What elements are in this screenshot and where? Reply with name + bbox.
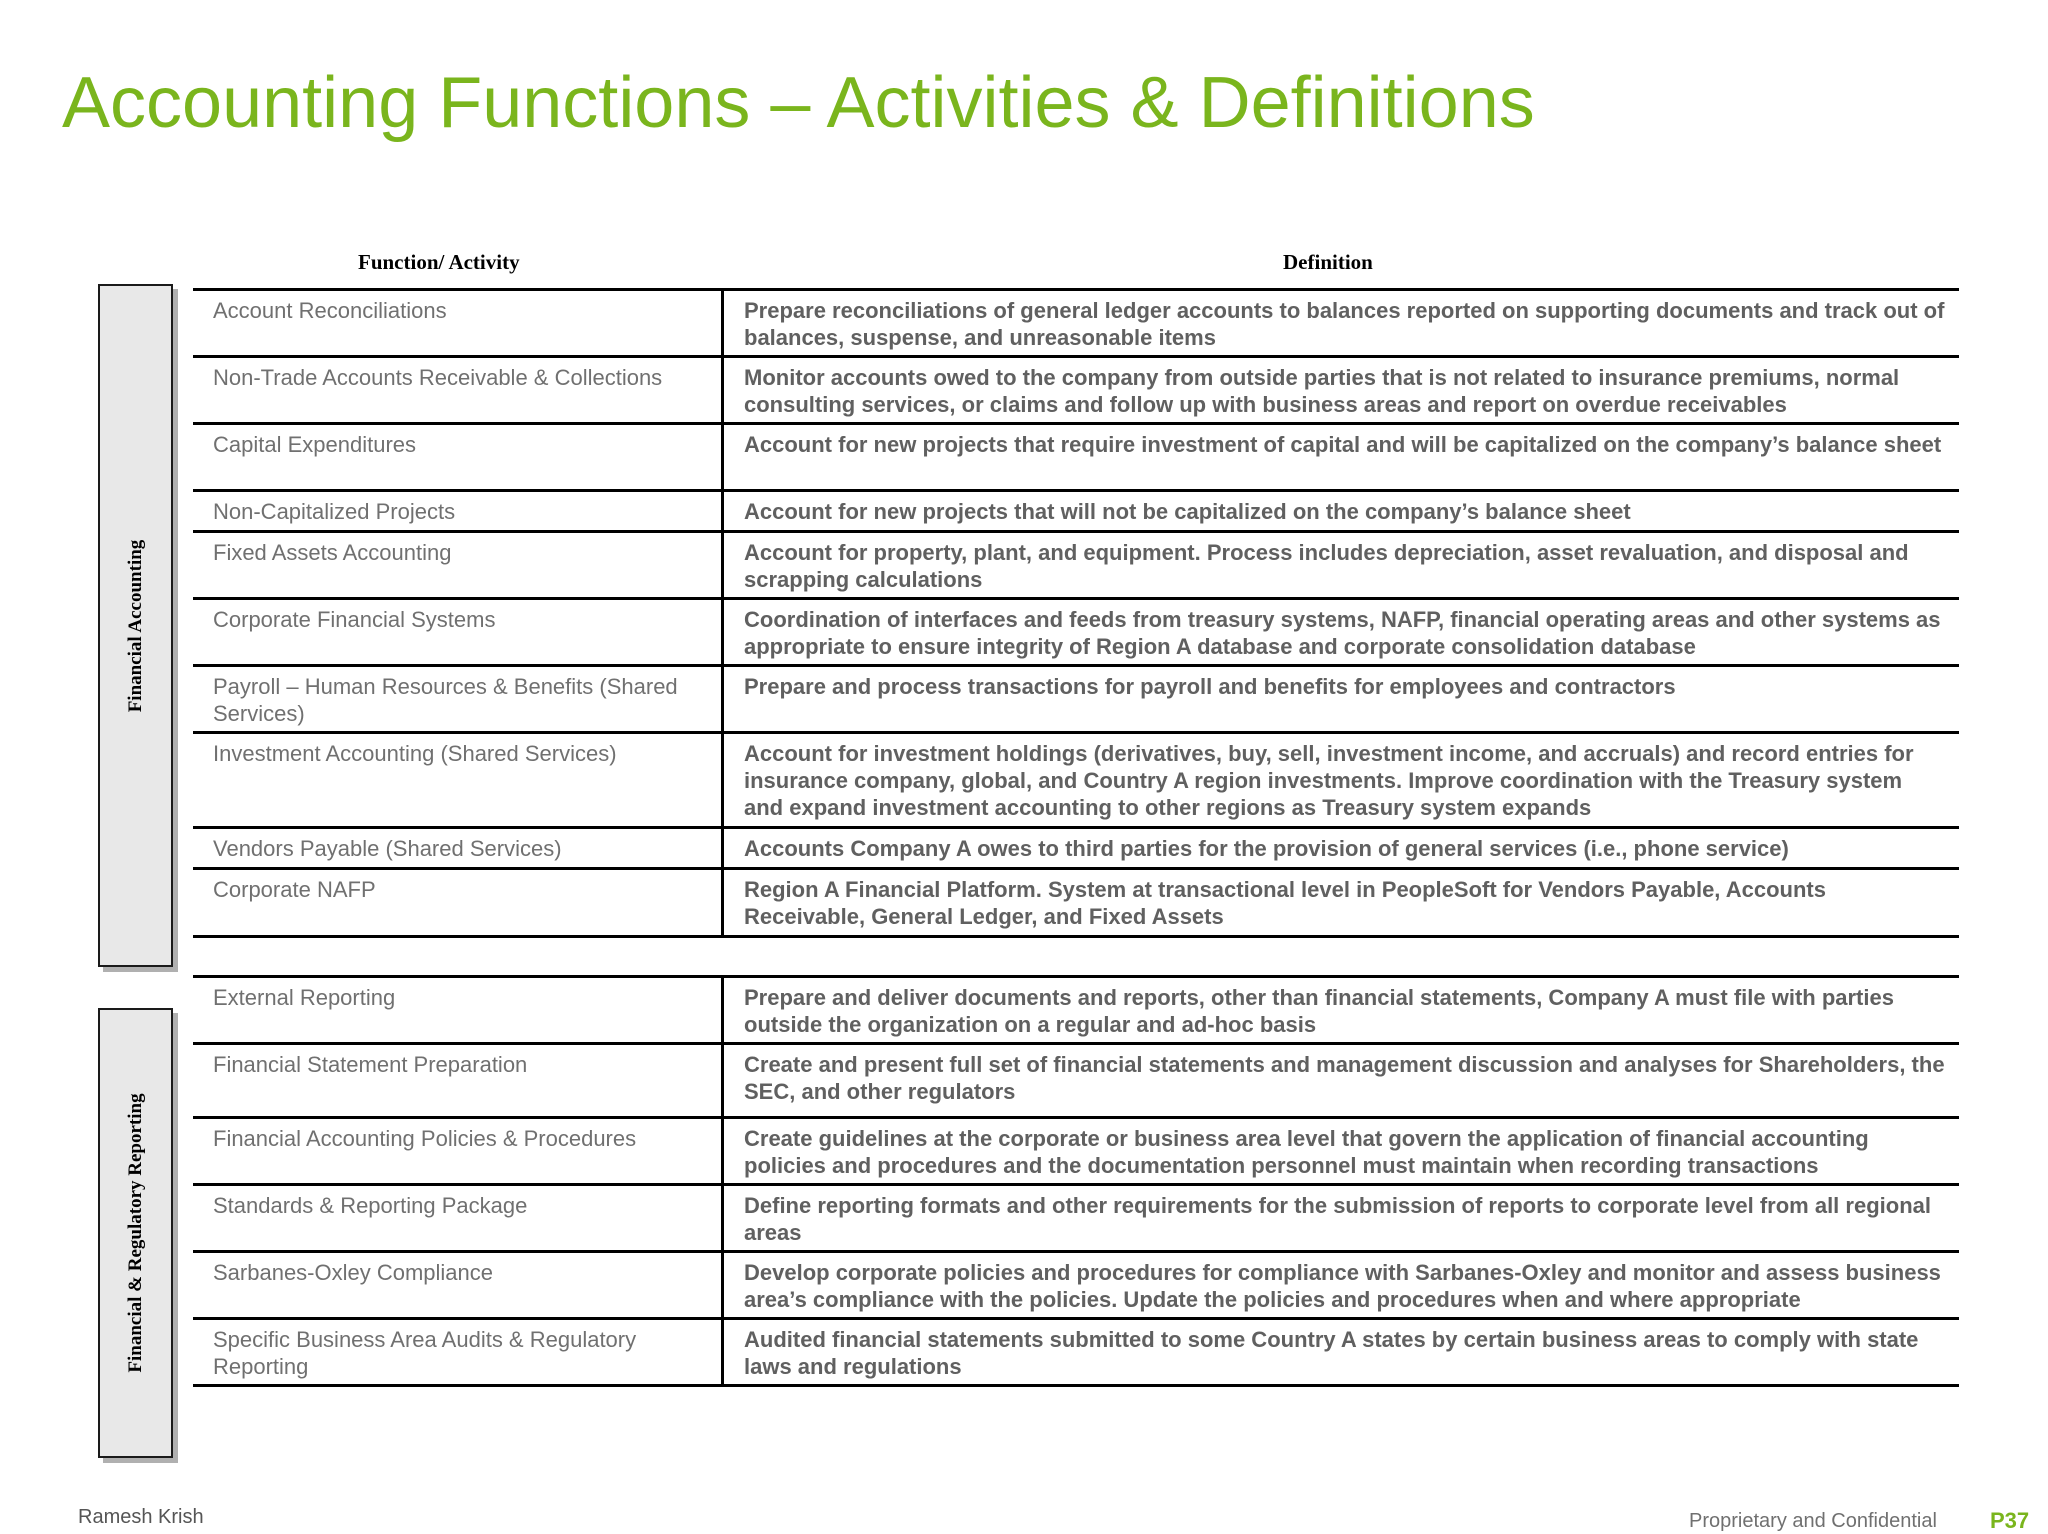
table-row xyxy=(193,1185,1959,1252)
definition-cell: Prepare and process transactions for payroll and benefits for employees and contractors xyxy=(723,666,1960,733)
page-title: Accounting Functions – Activities & Definitions xyxy=(62,63,1535,143)
column-header-definition: Definition xyxy=(1283,250,1373,274)
definition-cell: Account for investment holdings (derivatives, buy, sell, investment income, and accruals) and record entries for insurance company, global, and Country A region investments. Improve coordination with the Treasury system and expand investment accounting to other regions as Treasury system expands xyxy=(723,733,1960,828)
table-row xyxy=(193,666,1959,733)
function-cell: Sarbanes-Oxley Compliance xyxy=(193,1252,723,1319)
footer-author: Ramesh Krish xyxy=(78,1506,204,1528)
table-row xyxy=(193,357,1959,424)
function-cell: Standards & Reporting Package xyxy=(193,1185,723,1252)
function-cell: Non-Capitalized Projects xyxy=(193,491,723,532)
definition-cell: Prepare reconciliations of general ledger accounts to balances reported on supporting documents and track out of balances, suspense, and unreasonable items xyxy=(723,290,1960,357)
table-row xyxy=(193,1118,1959,1185)
table-row xyxy=(193,1044,1959,1118)
table-row xyxy=(193,828,1959,869)
definition-cell: Create and present full set of financial statements and management discussion and analyses for Shareholders, the SEC, and other regulators xyxy=(723,1044,1960,1118)
function-cell: Corporate Financial Systems xyxy=(193,599,723,666)
definition-cell: Account for new projects that will not be capitalized on the company’s balance sheet xyxy=(723,491,1960,532)
definition-cell: Coordination of interfaces and feeds from treasury systems, NAFP, financial operating areas and other systems as appropriate to ensure integrity of Region A database and corporate consolidation database xyxy=(723,599,1960,666)
definition-cell: Define reporting formats and other requirements for the submission of reports to corporate level from all regional areas xyxy=(723,1185,1960,1252)
section-label-financial-regulatory-reporting xyxy=(98,1008,173,1458)
table-row xyxy=(193,1319,1959,1386)
section-label-text: Financial Accounting xyxy=(124,539,146,712)
section-label-financial-accounting xyxy=(98,284,173,967)
definition-cell: Create guidelines at the corporate or business area level that govern the application of financial accounting policies and procedures and the documentation personnel must maintain when recording transactions xyxy=(723,1118,1960,1185)
table-row xyxy=(193,424,1959,491)
financial-accounting-table xyxy=(193,288,1959,938)
table-row xyxy=(193,977,1959,1044)
footer-confidential: Proprietary and Confidential xyxy=(1689,1510,1937,1532)
definition-cell: Account for new projects that require investment of capital and will be capitalized on the company’s balance sheet xyxy=(723,424,1960,491)
table-row xyxy=(193,532,1959,599)
definition-cell: Accounts Company A owes to third parties for the provision of general services (i.e., phone service) xyxy=(723,828,1960,869)
definition-cell: Audited financial statements submitted to some Country A states by certain business areas to comply with state laws and regulations xyxy=(723,1319,1960,1386)
definition-cell: Monitor accounts owed to the company from outside parties that is not related to insurance premiums, normal consulting services, or claims and follow up with business areas and report on overdue receivables xyxy=(723,357,1960,424)
function-cell: Fixed Assets Accounting xyxy=(193,532,723,599)
definition-cell: Develop corporate policies and procedures for compliance with Sarbanes-Oxley and monitor and assess business area’s compliance with the policies. Update the policies and procedures when and where appropriate xyxy=(723,1252,1960,1319)
definition-cell: Prepare and deliver documents and reports, other than financial statements, Company A must file with parties outside the organization on a regular and ad-hoc basis xyxy=(723,977,1960,1044)
function-cell: External Reporting xyxy=(193,977,723,1044)
function-cell: Investment Accounting (Shared Services) xyxy=(193,733,723,828)
function-cell: Non-Trade Accounts Receivable & Collections xyxy=(193,357,723,424)
definition-cell: Account for property, plant, and equipment. Process includes depreciation, asset revaluation, and disposal and scrapping calculations xyxy=(723,532,1960,599)
table-row xyxy=(193,1252,1959,1319)
table-row xyxy=(193,733,1959,828)
function-cell: Payroll – Human Resources & Benefits (Shared Services) xyxy=(193,666,723,733)
table-row xyxy=(193,290,1959,357)
section-label-text: Financial & Regulatory Reporting xyxy=(124,1093,146,1373)
function-cell: Corporate NAFP xyxy=(193,869,723,937)
page-number: P37 xyxy=(1990,1508,2030,1533)
table-row xyxy=(193,491,1959,532)
function-cell: Account Reconciliations xyxy=(193,290,723,357)
financial-regulatory-reporting-table xyxy=(193,975,1959,1387)
function-cell: Financial Accounting Policies & Procedures xyxy=(193,1118,723,1185)
table-row xyxy=(193,599,1959,666)
function-cell: Capital Expenditures xyxy=(193,424,723,491)
function-cell: Financial Statement Preparation xyxy=(193,1044,723,1118)
function-cell: Specific Business Area Audits & Regulatory Reporting xyxy=(193,1319,723,1386)
function-cell: Vendors Payable (Shared Services) xyxy=(193,828,723,869)
table-row xyxy=(193,869,1959,937)
definition-cell: Region A Financial Platform. System at transactional level in PeopleSoft for Vendors Payable, Accounts Receivable, General Ledger, and Fixed Assets xyxy=(723,869,1960,937)
column-header-function: Function/ Activity xyxy=(358,250,520,274)
